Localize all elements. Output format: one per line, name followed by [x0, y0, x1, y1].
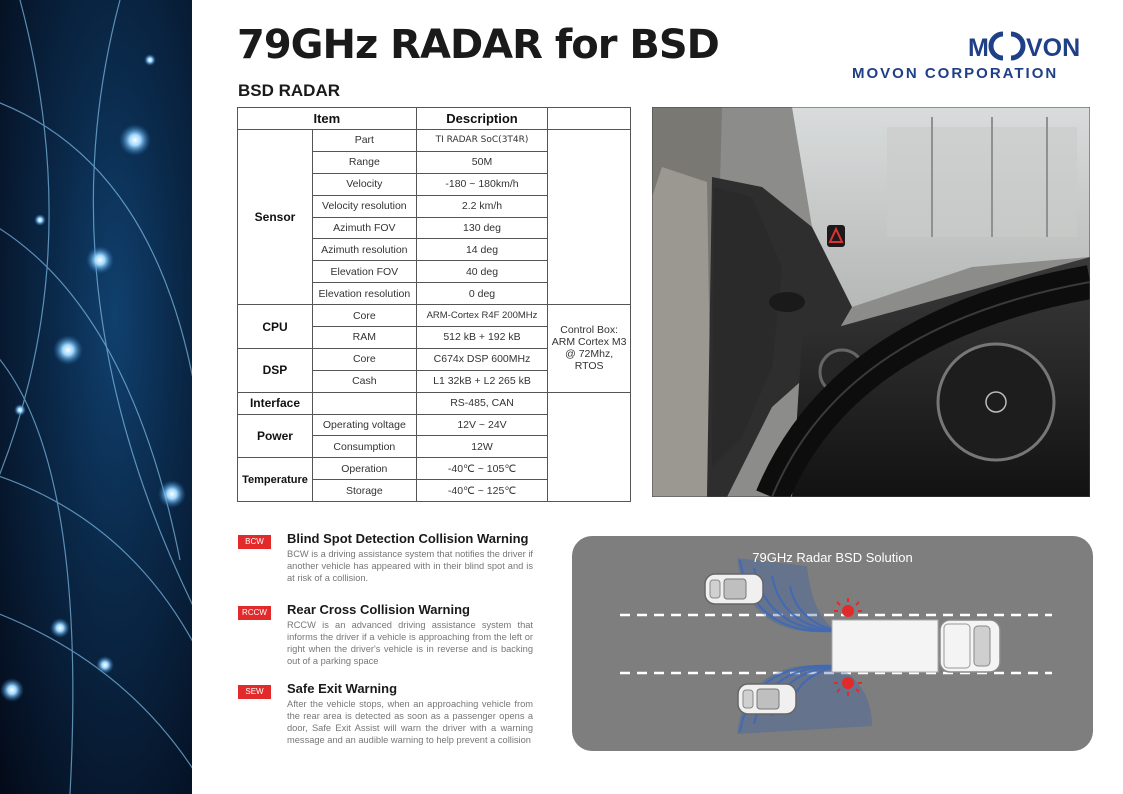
header-note: [548, 108, 631, 130]
row-value: 512 kB + 192 kB: [416, 327, 548, 349]
group-power: Power: [238, 414, 313, 458]
feature-badge: RCCW: [238, 606, 271, 620]
group-cpu: CPU: [238, 305, 313, 349]
light-trails-graphic: [0, 0, 192, 794]
feature-description: After the vehicle stops, when an approaching vehicle from the rear area is detected as soon as a passenger opens a door, Safe Exit Assist will warn the driver with a warning message and an audible warning to help prevent a collision: [287, 699, 533, 745]
row-value: ARM-Cortex R4F 200MHz: [416, 305, 548, 327]
control-box-note: Control Box: ARM Cortex M3 @ 72Mhz, RTOS: [548, 305, 631, 393]
row-label: Range: [312, 151, 416, 173]
diagram-title: 79GHz Radar BSD Solution: [752, 550, 913, 565]
row-label: Elevation resolution: [312, 283, 416, 305]
row-value: 50M: [416, 151, 548, 173]
logo-letter-m: M: [968, 34, 989, 62]
row-label: [312, 392, 416, 414]
row-value: TI RADAR SoC(3T4R): [416, 130, 548, 152]
row-value: 2.2 km/h: [416, 195, 548, 217]
note-cell-empty: [548, 130, 631, 305]
group-temperature: Temperature: [238, 458, 313, 502]
feature-title: Blind Spot Detection Collision Warning: [287, 531, 529, 546]
row-value: 0 deg: [416, 283, 548, 305]
car-interior-illustration: [652, 107, 1090, 497]
corporation-name: MOVON CORPORATION: [852, 65, 1059, 82]
bsd-solution-diagram: [572, 536, 1093, 751]
header-description: Description: [416, 108, 548, 130]
bsd-road-illustration: [572, 536, 1093, 751]
movon-logo: [960, 30, 1090, 62]
feature-title: Rear Cross Collision Warning: [287, 602, 470, 617]
row-label: Core: [312, 305, 416, 327]
row-label: Velocity resolution: [312, 195, 416, 217]
row-label: Core: [312, 348, 416, 370]
row-label: Azimuth FOV: [312, 217, 416, 239]
logo-moon-left: [991, 34, 1003, 58]
header-item: Item: [238, 108, 417, 130]
row-label: Storage: [312, 480, 416, 502]
row-value: RS-485, CAN: [416, 392, 548, 414]
row-label: Cash: [312, 370, 416, 392]
row-label: Operation: [312, 458, 416, 480]
row-label: Azimuth resolution: [312, 239, 416, 261]
row-label: Operating voltage: [312, 414, 416, 436]
table-row: [238, 130, 631, 152]
feature-description: RCCW is an advanced driving assistance system that informs the driver if a vehicle is approaching from the left or right when the driver's vehicle is in reverse and is backing out of a parking space: [287, 620, 533, 666]
row-value: -40℃ ~ 105℃: [416, 458, 548, 480]
row-label: Velocity: [312, 173, 416, 195]
section-subtitle: BSD RADAR: [238, 81, 340, 100]
row-label: Part: [312, 130, 416, 152]
row-value: L1 32kB + L2 265 kB: [416, 370, 548, 392]
decorative-side-panel: [0, 0, 192, 794]
table-row: [238, 305, 631, 327]
group-dsp: DSP: [238, 348, 313, 392]
row-value: 40 deg: [416, 261, 548, 283]
table-header-row: [238, 108, 631, 130]
row-value: -180 ~ 180km/h: [416, 173, 548, 195]
logo-moon-right: [1011, 34, 1023, 58]
row-label: Consumption: [312, 436, 416, 458]
car-icon-top: [705, 574, 763, 604]
row-value: 14 deg: [416, 239, 548, 261]
row-value: -40℃ ~ 125℃: [416, 480, 548, 502]
truck-icon: [832, 620, 1000, 672]
note-cell-empty: [548, 392, 631, 501]
car-interior-photo: [652, 107, 1090, 497]
sensor-burst-top: [834, 598, 862, 616]
table-row: [238, 392, 631, 414]
logo-letters-von: VON: [1026, 34, 1081, 62]
group-interface: Interface: [238, 392, 313, 414]
spec-table: [237, 107, 631, 502]
feature-badge: SEW: [238, 685, 271, 699]
feature-description: BCW is a driving assistance system that notifies the driver if another vehicle has appeared with in their blind spot and is at risk of a collision.: [287, 549, 533, 583]
group-sensor: Sensor: [238, 130, 313, 305]
row-label: Elevation FOV: [312, 261, 416, 283]
row-value: 12W: [416, 436, 548, 458]
page-title: 79GHz RADAR for BSD: [237, 22, 719, 68]
feature-badge: BCW: [238, 535, 271, 549]
row-value: 12V ~ 24V: [416, 414, 548, 436]
row-label: RAM: [312, 327, 416, 349]
car-icon-bottom: [738, 684, 796, 714]
feature-title: Safe Exit Warning: [287, 681, 398, 696]
row-value: C674x DSP 600MHz: [416, 348, 548, 370]
row-value: 130 deg: [416, 217, 548, 239]
